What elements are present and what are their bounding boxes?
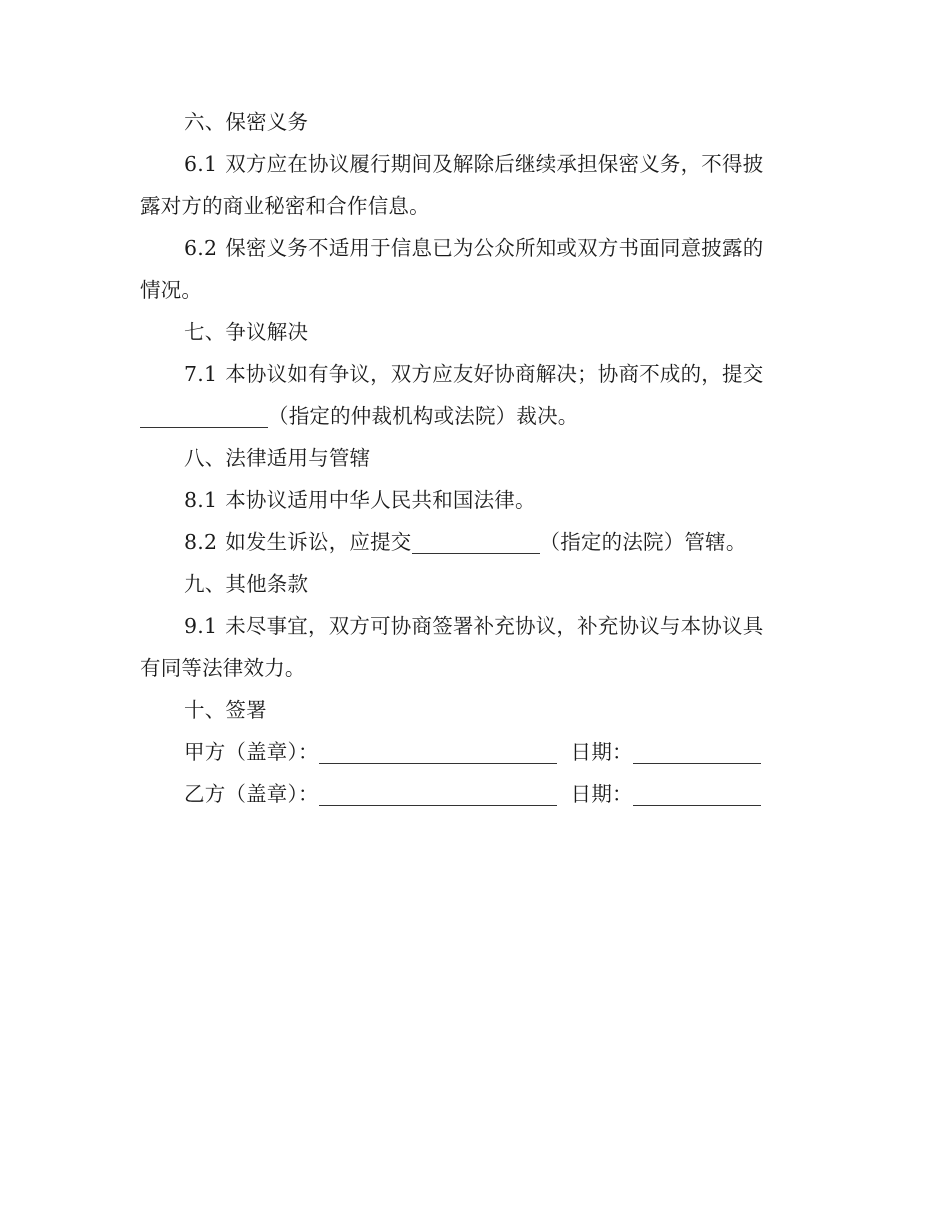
clause-6-1-line-1 [140,143,795,185]
clause-7-1-line-1 [140,353,795,395]
party-a-seal-blank[interactable] [319,737,557,764]
clause-text: 保密义务不适用于信息已为公众所知或双方书面同意披露的 [225,236,764,260]
court-blank[interactable] [412,527,540,554]
clause-text: 本协议如有争议，双方应友好协商解决；协商不成的，提交 [225,362,764,386]
section-heading-7: 七、争议解决 [184,320,309,344]
clause-text: 双方应在协议履行期间及解除后继续承担保密义务，不得披 [225,152,764,176]
clause-6-1-line-2: 露对方的商业秘密和合作信息。 [140,194,430,218]
clause-text: 未尽事宜，双方可协商签署补充协议，补充协议与本协议具 [225,614,764,638]
clause-number: 8.2 [184,530,218,554]
clause-9-1-line-1 [140,605,795,647]
clause-text: （指定的法院）管辖。 [539,530,747,554]
clause-text: （指定的仲裁机构或法院）裁决。 [268,404,579,428]
clause-6-2-line-1 [140,227,795,269]
clause-8-1 [140,479,795,521]
section-heading-10: 十、签署 [184,698,267,722]
clause-number: 7.1 [184,362,218,386]
clause-9-1-line-2: 有同等法律效力。 [140,656,306,680]
section-heading-9: 九、其他条款 [184,572,309,596]
party-a-label: 甲方（盖章）： [184,740,319,764]
signature-row-party-a [140,731,795,773]
party-b-date-blank[interactable] [633,779,761,806]
party-b-label: 乙方（盖章）： [184,782,319,806]
party-b-date-label: 日期： [570,782,633,806]
document-body [140,101,795,815]
signature-row-party-b [140,773,795,815]
clause-6-2-line-2: 情况。 [140,278,203,302]
party-b-seal-blank[interactable] [319,779,557,806]
clause-7-1-line-2 [140,395,795,437]
clause-text: 本协议适用中华人民共和国法律。 [225,488,536,512]
clause-number: 6.1 [184,152,218,176]
clause-number: 8.1 [184,488,218,512]
clause-number: 9.1 [184,614,218,638]
arbitration-institution-blank[interactable] [140,401,268,428]
section-heading-8: 八、法律适用与管辖 [184,446,371,470]
section-heading-6: 六、保密义务 [184,110,309,134]
party-a-date-blank[interactable] [633,737,761,764]
clause-text: 如发生诉讼，应提交 [225,530,412,554]
party-a-date-label: 日期： [570,740,633,764]
clause-number: 6.2 [184,236,218,260]
clause-8-2 [140,521,795,563]
